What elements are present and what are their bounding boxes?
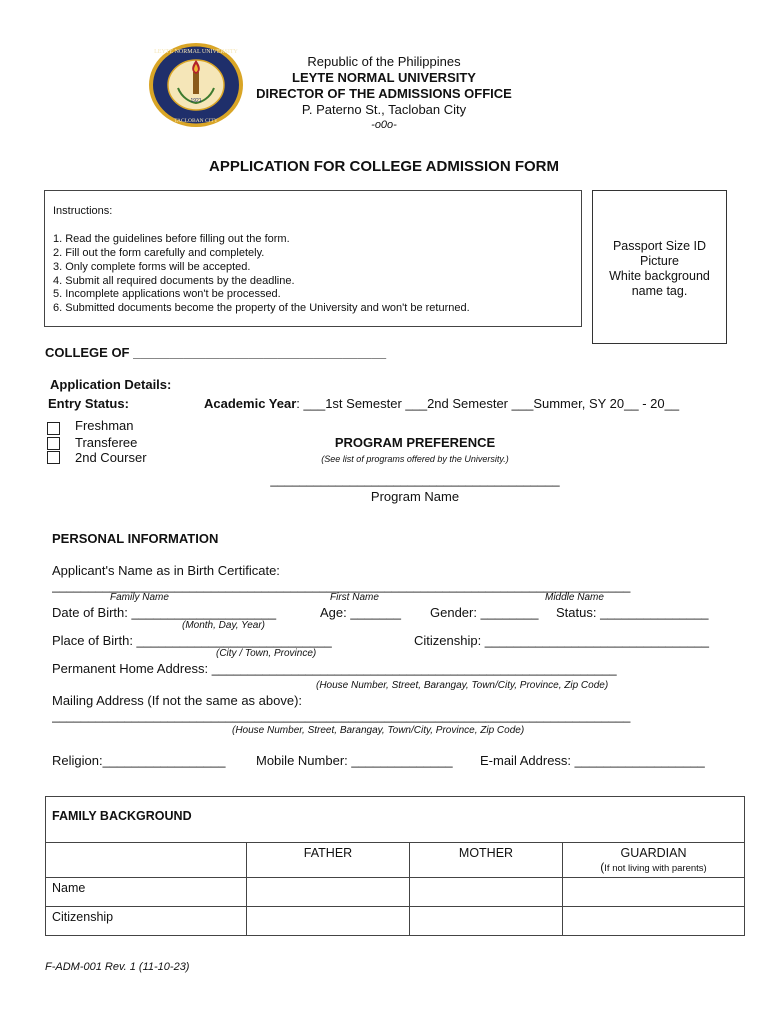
instruction-item: 2. Fill out the form carefully and completely. [53,247,265,259]
home-address-field[interactable]: Permanent Home Address: ________________________________________________________ [52,661,617,676]
religion-field[interactable]: Religion:_________________ [52,753,226,768]
freshman-checkbox[interactable] [47,422,60,435]
photo-box-line: name tag. [631,284,688,298]
email-field[interactable]: E-mail Address: __________________ [480,753,705,768]
seal-bottom-text: TACLOBAN CITY [174,118,218,124]
row-label-citizenship: Citizenship [46,907,247,936]
form-title: APPLICATION FOR COLLEGE ADMISSION FORM [209,158,559,175]
family-name-sublabel: Family Name [110,592,169,603]
application-heading: Application Details: [50,377,172,392]
guardian-citizenship-cell[interactable] [563,907,745,936]
guardian-note-text: If not living with parents) [604,863,707,874]
row-label-name: Name [46,878,247,907]
instruction-item: 6. Submitted documents become the property of the University and won't be returned. [53,302,470,314]
seal-top-text: LEYTE NORMAL UNIVERSITY [154,49,238,55]
entry-status-label: Entry Status: [48,396,129,411]
second-courser-checkbox[interactable] [47,451,60,464]
citizenship-field[interactable]: Citizenship: _______________________________ [414,633,709,648]
freshman-label: Freshman [75,418,134,433]
place-of-birth-field[interactable]: Place of Birth: ___________________________ [52,633,332,648]
gender-field[interactable]: Gender: ________ [430,605,539,620]
photo-box-line: Picture [640,254,679,268]
family-background-table [45,796,745,936]
dob-sublabel: (Month, Day, Year) [182,620,265,631]
header-ornament: -o0o- [371,119,397,131]
academic-year-options: : ___1st Semester ___2nd Semester ___Summer, SY 20__ - 20__ [296,396,680,411]
photo-box [592,190,727,344]
mobile-number-field[interactable]: Mobile Number: ______________ [256,753,453,768]
guardian-name-cell[interactable] [563,878,745,907]
transferee-label: Transferee [75,435,138,450]
academic-year-label: Academic Year [204,396,297,411]
program-note: (See list of programs offered by the University.) [321,454,509,464]
mother-name-cell[interactable] [410,878,563,907]
pob-sublabel: (City / Town, Province) [216,648,317,659]
academic-year-field[interactable] [204,396,679,411]
mother-citizenship-cell[interactable] [410,907,563,936]
instruction-item: 3. Only complete forms will be accepted. [53,261,251,273]
age-field[interactable]: Age: _______ [320,605,401,620]
mailing-address-field[interactable]: ________________________________________________________________________________ [52,708,631,723]
guardian-note-paren: ( [600,860,605,874]
instructions-heading: Instructions: [53,205,113,217]
program-heading: PROGRAM PREFERENCE [334,435,496,450]
college-field[interactable]: COLLEGE OF ___________________________________ [45,345,387,360]
father-name-cell[interactable] [247,878,410,907]
seal-year: 1921 [190,98,202,104]
instruction-item: 1. Read the guidelines before filling out the form. [53,233,290,245]
mother-column-header: MOTHER [410,843,563,878]
transferee-checkbox[interactable] [47,437,60,450]
form-code: F-ADM-001 Rev. 1 (11-10-23) [45,961,190,973]
header-address: P. Paterno St., Tacloban City [301,102,467,117]
first-name-sublabel: First Name [330,592,379,603]
date-of-birth-field[interactable]: Date of Birth: ____________________ [52,605,277,620]
personal-heading: PERSONAL INFORMATION [52,531,219,546]
instruction-item: 4. Submit all required documents by the deadline. [53,275,295,287]
header-office: DIRECTOR OF THE ADMISSIONS OFFICE [256,86,512,101]
second-courser-label: 2nd Courser [75,450,147,465]
header-republic: Republic of the Philippines [307,54,461,69]
mailing-address-sublabel: (House Number, Street, Barangay, Town/City, Province, Zip Code) [232,725,525,736]
instructions-box [44,190,582,327]
header-university: LEYTE NORMAL UNIVERSITY [292,70,476,85]
photo-box-line: Passport Size ID [612,239,707,253]
status-field[interactable]: Status: _______________ [556,605,709,620]
applicant-name-label: Applicant's Name as in Birth Certificate: [52,563,280,578]
father-citizenship-cell[interactable] [247,907,410,936]
middle-name-sublabel: Middle Name [545,592,604,603]
photo-box-line: White background [609,269,710,283]
mailing-address-label: Mailing Address (If not the same as above): [52,693,303,708]
family-heading: FAMILY BACKGROUND [46,797,745,843]
instruction-item: 5. Incomplete applications won't be processed. [53,288,281,300]
guardian-column-header [563,843,745,878]
father-column-header: FATHER [247,843,410,878]
program-name-label: Program Name [370,489,460,504]
home-address-sublabel: (House Number, Street, Barangay, Town/City, Province, Zip Code) [316,680,609,691]
family-header-blank [46,843,247,878]
guardian-label: GUARDIAN [620,846,687,860]
guardian-note [569,860,738,874]
program-name-field[interactable]: ________________________________________ [270,472,560,487]
applicant-name-field[interactable]: ________________________________________________________________________________ [52,578,631,593]
